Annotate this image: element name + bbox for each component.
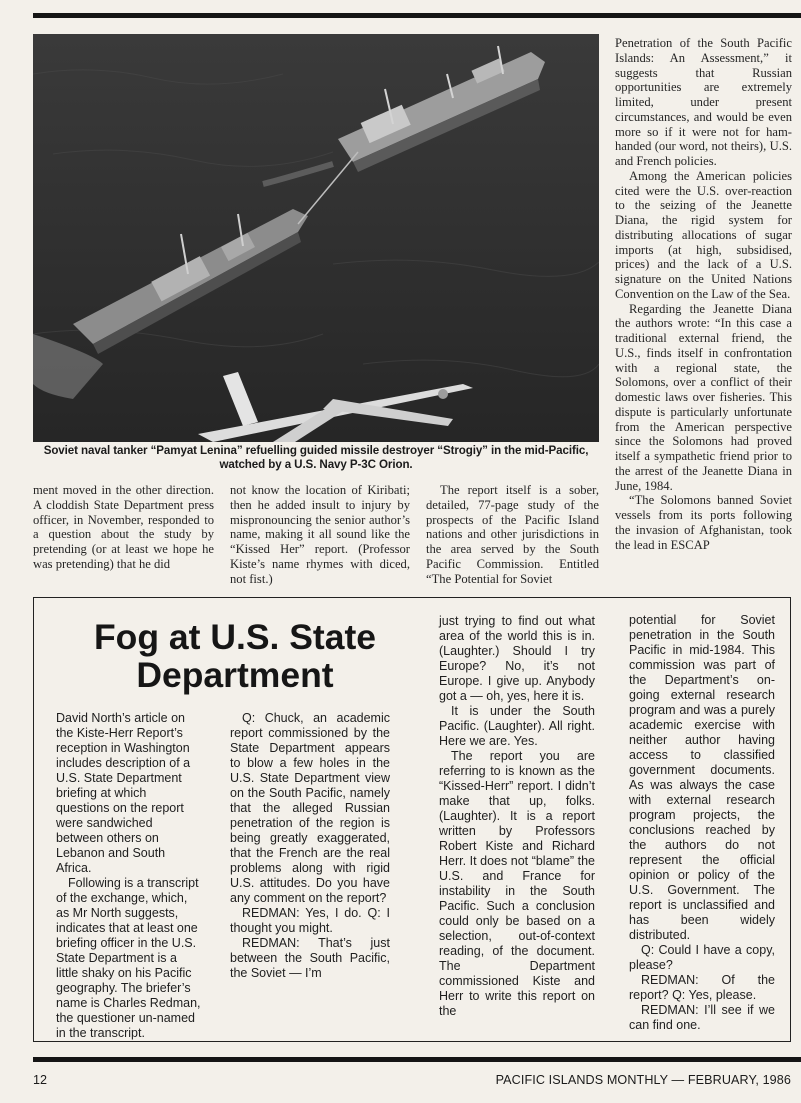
news-photo <box>33 34 599 442</box>
article-paragraph: Penetration of the South Pacific Islands: An Assessment,” it suggests that Russian opportunities are extremely limited, under present circumstances, and would be even more so if it were not for ham-handed (our word, not theirs), U.S. and French policies. <box>615 36 792 168</box>
running-footer: PACIFIC ISLANDS MONTHLY — FEBRUARY, 1986 <box>495 1073 791 1087</box>
article-column-2 <box>230 483 410 586</box>
ships-and-aircraft-illustration <box>33 34 599 442</box>
sidebar-paragraph: REDMAN: That’s just between the South Pacific, the Soviet — I’m <box>230 936 390 980</box>
page-number: 12 <box>33 1073 48 1087</box>
headline-line-2: Department <box>136 655 334 695</box>
sidebar-paragraph: just trying to find out what area of the world this is in. (Laughter.) Should I try Europe? No, it’s not Europe. I give up. Anybody got a — oh, yes, here it is. <box>439 614 595 703</box>
top-rule <box>33 13 801 18</box>
sidebar-column-3 <box>439 614 595 1019</box>
article-column-3 <box>426 483 599 586</box>
bottom-rule <box>33 1057 801 1062</box>
sidebar-paragraph: It is under the South Pacific. (Laughter). All right. Here we are. Yes. <box>439 704 595 748</box>
sidebar-paragraph: The report you are referring to is known as the “Kissed-Herr” report. I didn’t make that up, folks. (Laughter). It is a report written by Professors Robert Kiste and Richard Herr. It does not “blame” the U.S. and France for instability in the South Pacific. Such a conclusion could only be based on a selection, out-of-context reading, of the document. The Department commissioned Kiste and Herr to write this report on the <box>439 749 595 1018</box>
article-paragraph: Regarding the Jeanette Diana the authors wrote: “In this case a traditional external friend, the U.S., finds itself in confrontation with a regional state, the Solomons, over a conflict of their domestic laws over fisheries. This dispute is particularly unfortunate from the American perspective since the Solomons had proved itself a sympathetic friend prior to the arrest of the Jeanette Diana in June, 1984. <box>615 301 792 493</box>
sidebar-paragraph: REDMAN: I’ll see if we can find one. <box>629 1003 775 1032</box>
sidebar-paragraph: Q: Could I have a copy, please? <box>629 943 775 972</box>
article-column-1 <box>33 483 214 572</box>
sidebar-paragraph: potential for Soviet penetration in the South Pacific in mid-1984. This commission was part of the Department’s on-going external research program and was a purely academic exercise with neither author having access to classified government documents. As was always the case with external research program projects, the conclusions reached by the authors do not represent the official opinion or policy of the U.S. Government. The report is unclassified and has been widely distributed. <box>629 613 775 942</box>
article-paragraph: ment moved in the other direction. A cloddish State Department press officer, in November, responded to a question about the study by pretending (or at least we hope he was pretending) that he did <box>33 483 214 571</box>
caption-line-2: watched by a U.S. Navy P-3C Orion. <box>219 458 413 471</box>
sidebar-paragraph: Following is a transcript of the exchange, which, as Mr North suggests, indicates that at least one briefing officer in the U.S. State Department is a little shaky on his Pacific geography. The briefer’s name is Charles Redman, the questioner un-named in the transcript. <box>56 876 201 1040</box>
article-column-4 <box>615 36 792 552</box>
article-paragraph: The report itself is a sober, detailed, 77-page study of the prospects of the Pacific Island nations and other jurisdictions in the area served by the South Pacific Commission. Entitled “The Potential for Soviet <box>426 483 599 586</box>
sidebar-box <box>33 597 791 1042</box>
sidebar-column-2 <box>230 711 390 981</box>
article-paragraph: Among the American policies cited were the U.S. over-reaction to the seizing of the Jeanette Diana, the rigid system for distributing allocations of sugar imports (at high, subsidised, prices) and the lack of a U.S. signature on the United Nations Convention on the Law of the Sea. <box>615 168 792 301</box>
article-paragraph: “The Solomons banned Soviet vessels from its ports following the invasion of Afghanistan, took the lead in ESCAP <box>615 493 792 552</box>
sidebar-headline <box>54 618 416 694</box>
sidebar-paragraph: REDMAN: Yes, I do. Q: I thought you might. <box>230 906 390 935</box>
sidebar-column-1 <box>56 711 202 1041</box>
sidebar-column-4 <box>629 613 775 1033</box>
sidebar-paragraph: Q: Chuck, an academic report commissioned by the State Department appears to blow a few holes in the U.S. State Department view on the South Pacific, namely that the alleged Russian penetration of the region is being greatly exaggerated, that the French are the real problems along with rigid U.S. attitudes. Do you have any comment on the report? <box>230 711 390 905</box>
photo-caption <box>33 444 599 472</box>
sidebar-paragraph: David North’s article on the Kiste-Herr Report’s reception in Washington includes description of a U.S. State Department briefing at which questions on the report were sandwiched between others on Lebanon and South Africa. <box>56 711 191 875</box>
sidebar-paragraph: REDMAN: Of the report? Q: Yes, please. <box>629 973 775 1002</box>
article-paragraph: not know the location of Kiribati; then he added insult to injury by mispronouncing the senior author’s name, making it all sound like the “Kissed Her” report. (Professor Kiste’s name rhymes with diced, not fist.) <box>230 483 410 586</box>
caption-line-1: Soviet naval tanker “Pamyat Lenina” refuelling guided missile destroyer “Strogiy” in the mid-Pacific, <box>43 444 589 457</box>
headline-line-1: Fog at U.S. State <box>93 617 377 657</box>
